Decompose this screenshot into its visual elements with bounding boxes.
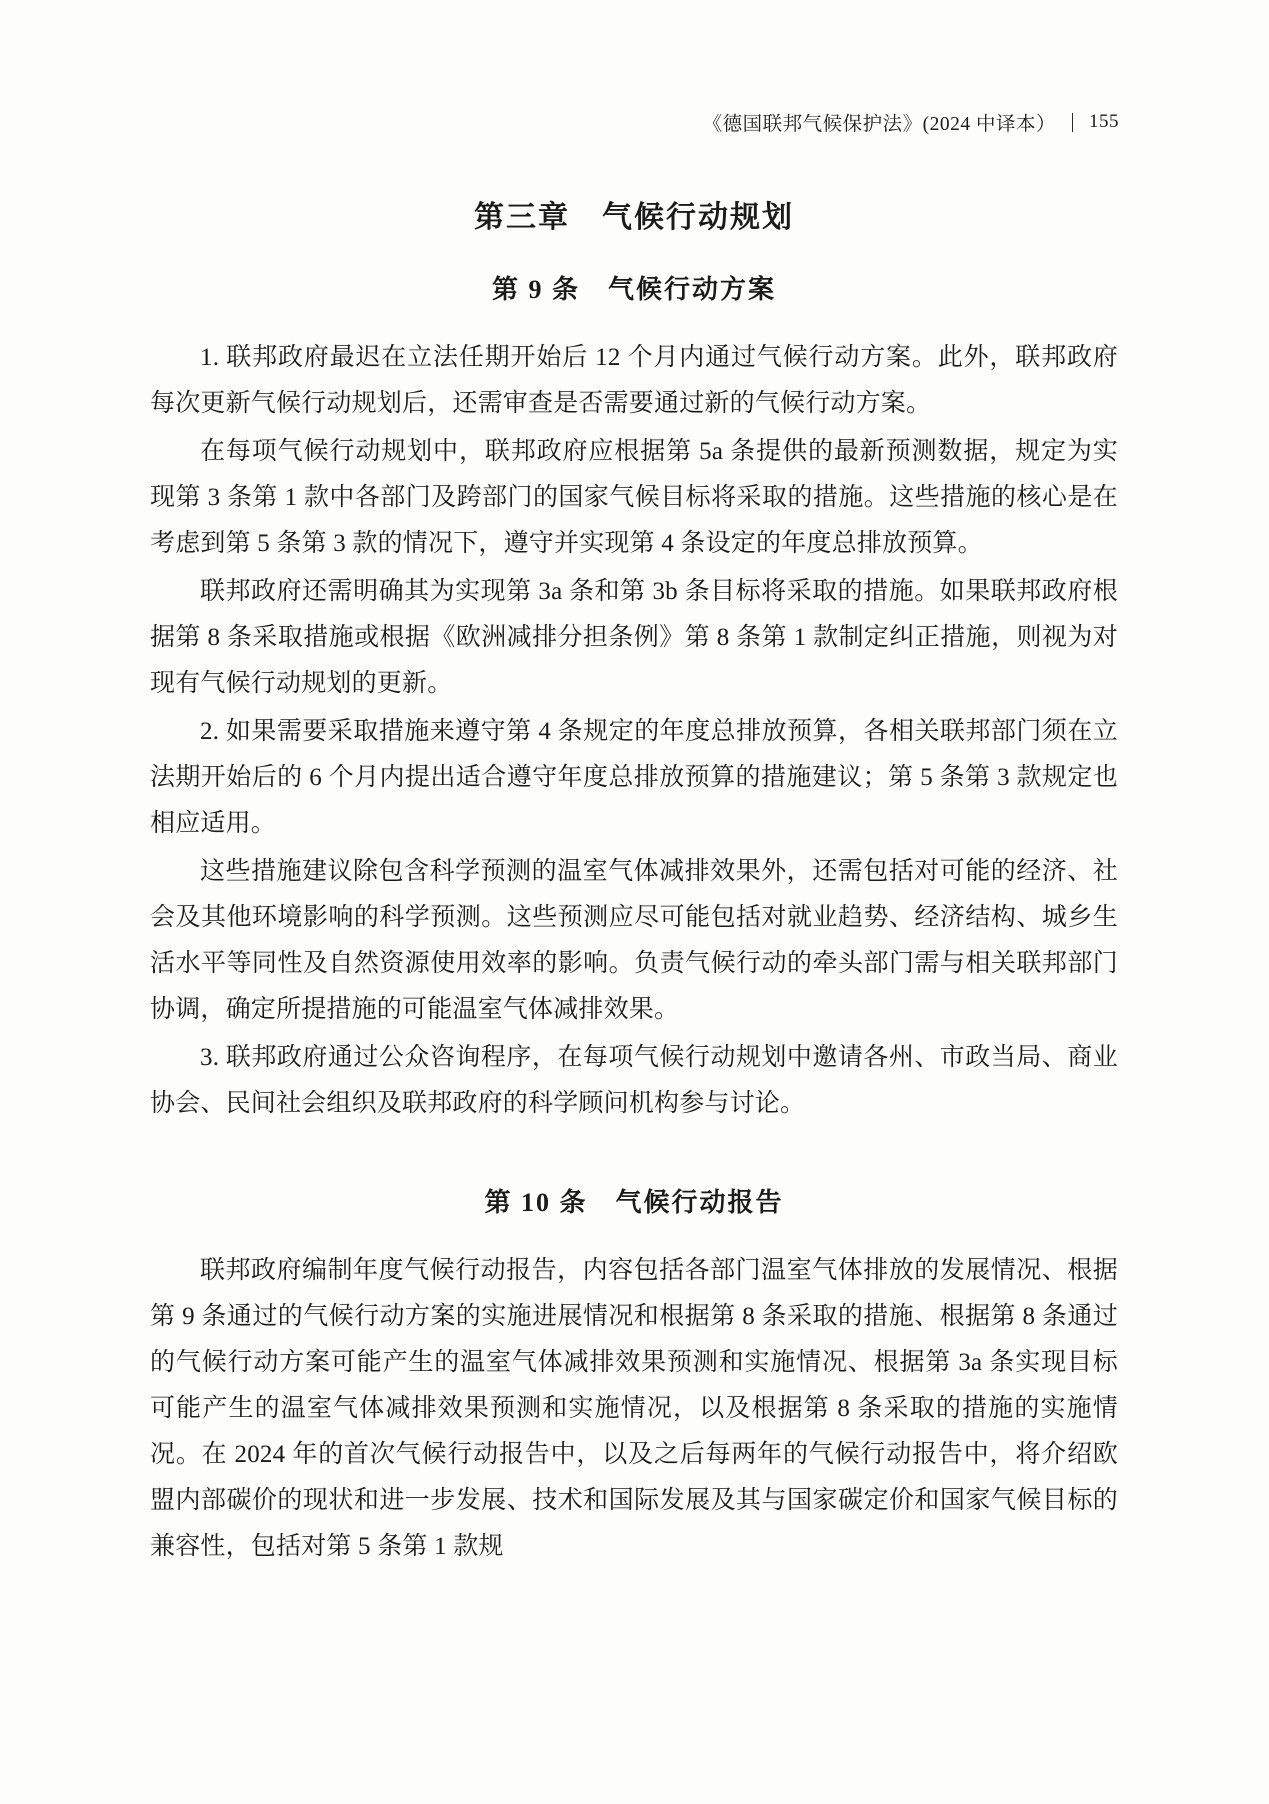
page-number: 155 <box>1089 111 1119 132</box>
running-head-separator <box>1072 113 1073 132</box>
chapter-title: 第三章 气候行动规划 <box>474 201 794 234</box>
paragraph: 这些措施建议除包含科学预测的温室气体减排效果外，还需包括对可能的经济、社会及其他环境影响的科学预测。这些预测应尽可能包括对就业趋势、经济结构、城乡生活水平等同性及自然资源使用效率的影响。负责气候行动的牵头部门需与相关联邦部门协调，确定所提措施的可能温室气体减排效果。 <box>150 858 1118 1023</box>
paragraph: 3. 联邦政府通过公众咨询程序，在每项气候行动规划中邀请各州、市政当局、商业协会、民间社会组织及联邦政府的科学顾问机构参与讨论。 <box>150 1044 1118 1117</box>
paragraph: 1. 联邦政府最迟在立法任期开始后 12 个月内通过气候行动方案。此外，联邦政府每次更新气候行动规划后，还需审查是否需要通过新的气候行动方案。 <box>150 344 1118 417</box>
article-9-heading: 第 9 条 气候行动方案 <box>491 275 776 304</box>
running-head-title: 《德国联邦气候保护法》(2024 中译本） <box>702 114 1056 135</box>
paragraph: 联邦政府编制年度气候行动报告，内容包括各部门温室气体排放的发展情况、根据第 9 条通过的气候行动方案的实施进展情况和根据第 8 条采取的措施、根据第 8 条通过的气候行动方案可能产生的温室气体减排效果预测和实施情况、根据第 3a 条实现目标可能产生的温室气体减排效果预测和实施情况，以及根据第 8 条采取的措施的实施情况。在 2024 年的首次气候行动报告中，以及之后每两年的气候行动报告中，将介绍欧盟内部碳价的现状和进一步发展、技术和国际发展及其与国家碳定价和国家气候目标的兼容性，包括对第 5 条第 1 款规 <box>150 1257 1118 1560</box>
page-content <box>150 195 1118 1570</box>
paragraph: 2. 如果需要采取措施来遵守第 4 条规定的年度总排放预算，各相关联邦部门须在立法期开始后的 6 个月内提出适合遵守年度总排放预算的措施建议；第 5 条第 3 款规定也相应适用。 <box>150 718 1118 837</box>
paragraph: 在每项气候行动规划中，联邦政府应根据第 5a 条提供的最新预测数据，规定为实现第 3 条第 1 款中各部门及跨部门的国家气候目标将采取的措施。这些措施的核心是在考虑到第 5 条第 3 款的情况下，遵守并实现第 4 条设定的年度总排放预算。 <box>150 438 1118 557</box>
article-10-heading: 第 10 条 气候行动报告 <box>484 1188 784 1217</box>
running-head <box>703 108 1119 136</box>
paragraph: 联邦政府还需明确其为实现第 3a 条和第 3b 条目标将采取的措施。如果联邦政府根据第 8 条采取措施或根据《欧洲减排分担条例》第 8 条第 1 款制定纠正措施，则视为对现有气候行动规划的更新。 <box>150 578 1118 697</box>
